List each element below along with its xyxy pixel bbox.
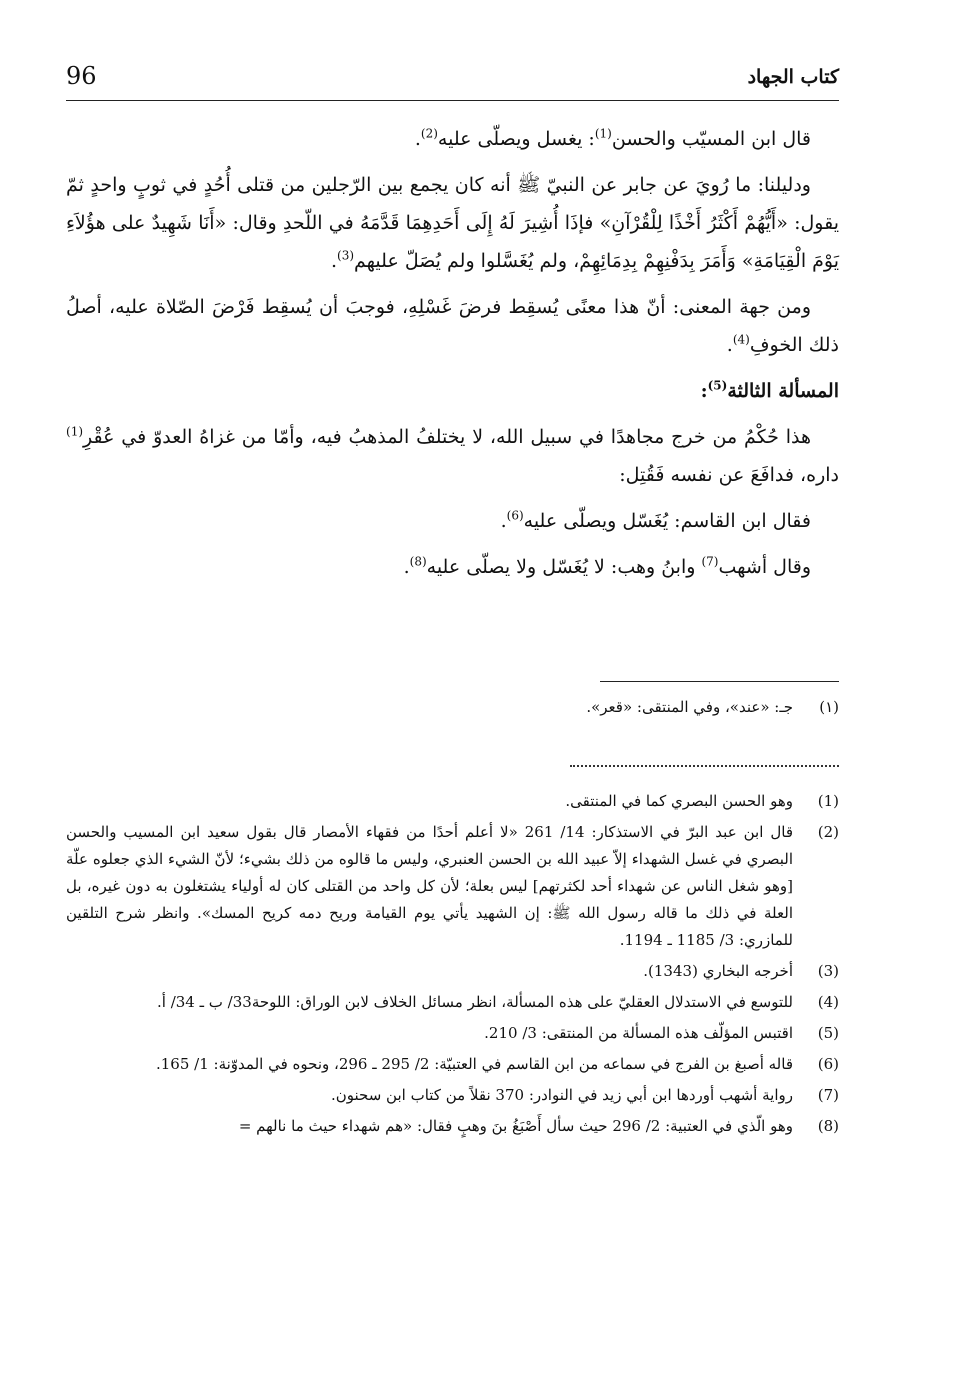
page-header xyxy=(66,62,839,98)
footnote-text: قال ابن عبد البرّ في الاستذكار: 14/ 261 «لا أعلم أحدًا من فقهاء الأمصار قال بقول سعيد ابن المسيب والحسن البصري في غسل الشهداء إلاّ عبيد الله بن الحسن العنبري، وليس ما قالوه من ذلك بشيء؛ لأنّ الشيء الذي جعلوه علّة [وهو شغل الناس عن شهداء أحد لكثرتهم] ليس بعلة؛ لأن كل واحد من القتلى كان له أولياء يشتغلون به دون غيره، بل العلة في ذلك ما قاله رسول الله ﷺ: إن الشهيد يأتي يوم القيامة وريح دمه كريح المسك». وانظر شرح التلقين للمازري: 3/ 1185 ـ 1194. xyxy=(66,823,793,949)
footnote-ref: (2) xyxy=(420,126,438,141)
footnote-item xyxy=(66,1082,839,1109)
footnote-item xyxy=(66,1113,839,1140)
footnote-ref: (4) xyxy=(732,332,750,347)
footnotes-current xyxy=(66,694,839,725)
footnote-ref: (5) xyxy=(707,378,728,393)
paragraph-2: ودليلنا: ما رُويَ عن جابر عن النبيّ ﷺ أنه كان يجمع بين الرّجلين من قتلى أُحُدٍ في ثوبٍ واحدٍ ثمّ يقول: «أَيُّهُمْ أَكْثَرُ أَخْذًا لِلْقُرْآنِ» فإذَا أُشِيرَ لَهُ إِلَى أَحَدِهِمَا قَدَّمَهُ في اللّحدِ وقال: «أَنَا شَهِيدٌ على هؤُلاَءِ يَوْمَ الْقِيَامَةِ» وَأَمَرَ بِدَفْنِهِمْ بِدِمَائِهِمْ، ولم يُغَسَّلوا ولم يُصَلّ عليهم$^{(3)}$. xyxy=(66,174,839,272)
footnote-rule xyxy=(600,681,839,682)
footnote-number: (2) xyxy=(817,823,839,841)
footnote-number: (١) xyxy=(819,698,839,716)
footnote-text: وهو الحسن البصري كما في المنتقى. xyxy=(565,792,793,810)
footnote-item xyxy=(66,1051,839,1078)
footnote-ref: (7) xyxy=(701,554,719,569)
footnote-ref: (3) xyxy=(337,248,355,263)
footnote-text: أخرجه البخاري (1343). xyxy=(643,962,793,980)
footnote-number: (1) xyxy=(817,792,839,810)
footnote-item xyxy=(66,958,839,985)
paragraph-6: وقال أشهب$^{(7)}$ وابنُ وهب: لا يُغَسّل ولا يصلّى عليه$^{(8)}$. xyxy=(403,554,811,578)
running-title: كتاب الجهاد xyxy=(747,66,839,88)
page-number: 96 xyxy=(66,62,97,90)
footnote-text: قاله أصبغ بن الفرج في سماعه من ابن القاسم في العتبيّة: 2/ 295 ـ 296، ونحوه في المدوّنة: 1/ 165. xyxy=(155,1055,793,1073)
paragraph-4: هذا حُكْمُ من خرج مجاهدًا في سبيل الله، لا يختلفُ المذهبُ فيه، وأمّا من غزاهُ العدوّ في عُقْرِ$^{(1)}$ داره، فدافَعَ عن نفسه فَقُتِل: xyxy=(66,424,839,486)
section-heading: المسألة الثالثة$^{(5)}$: xyxy=(700,378,839,402)
dotted-separator xyxy=(570,765,839,767)
footnote-item xyxy=(66,788,839,815)
footnote-number: (3) xyxy=(817,962,839,980)
paragraph-5: فقال ابن القاسم: يُغَسّل ويصلّى عليه$^{(6)}$. xyxy=(500,508,811,532)
footnote-item xyxy=(66,989,839,1016)
footnote-ref: (1) xyxy=(66,424,84,439)
footnote-item xyxy=(66,819,839,954)
main-text xyxy=(66,120,839,594)
footnote-item xyxy=(66,694,839,721)
footnote-text: وهو الّذي في العتبية: 2/ 296 حيث سأل أَصْبَغُ بنَ وهبٍ فقال: «هم شهداء حيث ما نالهم = xyxy=(238,1117,793,1135)
paragraph-3: ومن جهة المعنى: أنّ هذا معنًى يُسقِط فرضَ غَسْلِهِ، فوجبَ أن يُسقِط فَرْضَ الصّلاة عليه، أصلُ ذلك الخوفِ$^{(4)}$. xyxy=(66,296,839,356)
footnote-text: رواية أشهب أوردها ابن أبي زيد في النوادر: 370 نقلاً من كتاب ابن سحنون. xyxy=(330,1086,793,1104)
footnote-ref: (8) xyxy=(409,554,427,569)
footnote-number: (6) xyxy=(817,1055,839,1073)
footnote-ref: (6) xyxy=(506,508,524,523)
footnote-item xyxy=(66,1020,839,1047)
header-rule xyxy=(66,100,839,101)
footnote-number: (7) xyxy=(817,1086,839,1104)
footnote-ref: (1) xyxy=(594,126,612,141)
footnote-number: (5) xyxy=(817,1024,839,1042)
footnote-number: (8) xyxy=(817,1117,839,1135)
footnote-text: للتوسع في الاستدلال العقليّ على هذه المسألة، انظر مسائل الخلاف لابن الوراق: اللوحة33/ ب ـ 34/ أ. xyxy=(157,993,793,1011)
paragraph-1: قال ابن المسيّب والحسن$^{(1)}$: يغسل ويصلّى عليه$^{(2)}$. xyxy=(414,126,811,150)
footnote-text: اقتبس المؤلّف هذه المسألة من المنتقى: 3/ 210. xyxy=(484,1024,793,1042)
footnote-number: (4) xyxy=(817,993,839,1011)
footnote-text: جـ: «عند»، وفي المنتقى: «قعر». xyxy=(586,698,793,716)
footnotes-carried xyxy=(66,788,839,1144)
